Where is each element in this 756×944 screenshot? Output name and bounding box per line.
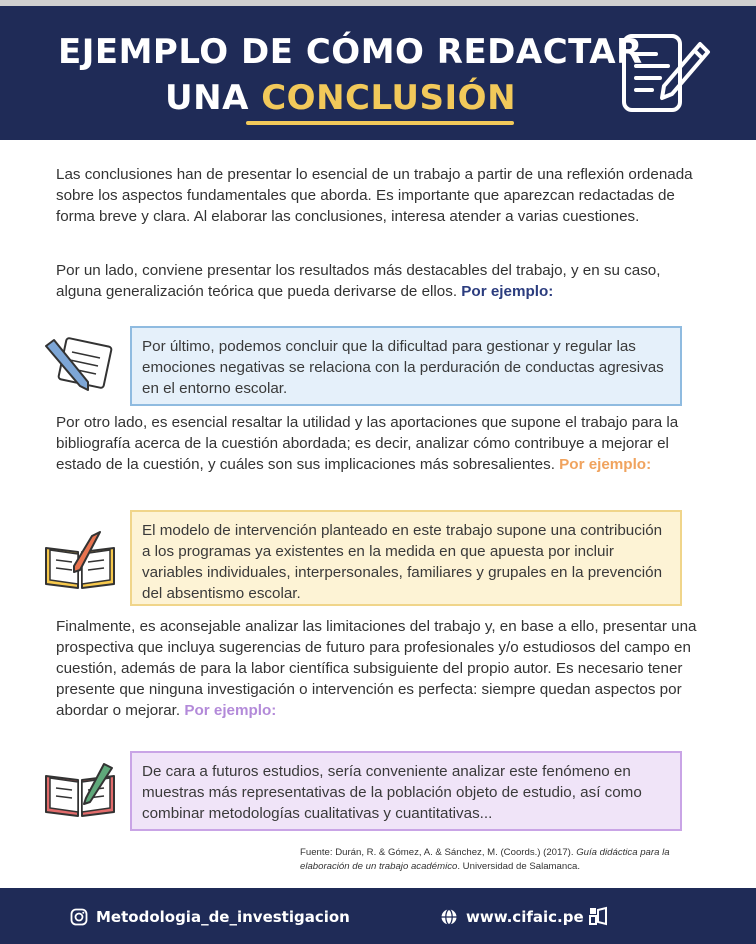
title-line-2 (165, 78, 516, 118)
title-accent: CONCLUSIÓN (261, 78, 517, 118)
open-book-pencil-icon (42, 530, 118, 592)
results-paragraph (56, 260, 696, 302)
example-box-blue: Por último, podemos concluir que la dificultad para gestionar y regular las emociones negativas se relaciona con la perduración de conductas agresivas en el entorno escolar. (130, 326, 682, 406)
limitations-text: Finalmente, es aconsejable analizar las limitaciones del trabajo y, en base a ello, presentar una prospectiva que incluya sugerencias de futuro para profesionales y/o estudiosos del campo en cuestión, además de para la labor científica subsiguiente del propio autor. Es necesario tener presente que ninguna investigación o intervención es perfecta: siempre quedan aspectos por abordar o mejorar. (56, 618, 697, 719)
notepad-pencil-icon (42, 336, 114, 392)
title-line-1: EJEMPLO DE CÓMO REDACTAR (58, 32, 643, 72)
source-suffix: . Universidad de Salamanca. (457, 861, 580, 872)
source-citation (300, 846, 700, 874)
instagram-handle[interactable] (70, 908, 350, 926)
top-strip (0, 0, 756, 6)
footer-bar (0, 888, 756, 944)
example-label-orange: Por ejemplo: (559, 456, 652, 473)
title-underline (246, 121, 514, 125)
results-text: Por un lado, conviene presentar los resultados más destacables del trabajo, y en su caso, alguna generalización teórica que pueda derivarse de ellos. (56, 262, 661, 300)
instagram-icon (70, 908, 88, 926)
instagram-label: Metodologia_de_investigacion (96, 908, 350, 926)
website-label: www.cifaic.pe (466, 908, 584, 926)
globe-icon (440, 908, 458, 926)
source-title: Guía didáctica para la elaboración de un trabajo académico (300, 847, 670, 872)
contributions-text: Por otro lado, es esencial resaltar la utilidad y las aportaciones que supone el trabajo para la bibliografía acerca de la cuestión abordada; es decir, analizar cómo contribuye a mejorar el estado de la cuestión, y cuáles son sus implicaciones más sobresalientes. (56, 414, 679, 473)
example-label-purple: Por ejemplo: (184, 702, 277, 719)
header-banner (0, 0, 756, 140)
brand-logo-icon (586, 904, 610, 928)
limitations-paragraph (56, 616, 706, 721)
title-line-2-plain: UNA (165, 78, 262, 118)
open-book-pen-icon (42, 762, 118, 820)
document-pen-icon (616, 28, 716, 118)
contributions-paragraph (56, 412, 696, 475)
example-label-blue: Por ejemplo: (461, 283, 554, 300)
example-box-yellow: El modelo de intervención planteado en este trabajo supone una contribución a los programas ya existentes en la medida en que apuesta por incluir variables individuales, interpersonales, familiares y grupales en la prevención del absentismo escolar. (130, 510, 682, 606)
website-link[interactable] (440, 908, 584, 926)
source-prefix: Fuente: Durán, R. & Gómez, A. & Sánchez, M. (Coords.) (2017). (300, 847, 574, 858)
example-box-purple: De cara a futuros estudios, sería conveniente analizar este fenómeno en muestras más representativas de la población objeto de estudio, así como combinar metodologías cualitativas y cuantitativas... (130, 751, 682, 831)
intro-paragraph: Las conclusiones han de presentar lo esencial de un trabajo a partir de una reflexión ordenada sobre los aspectos fundamentales que aborda. Es importante que aparezcan redactadas de forma breve y clara. Al elaborar las conclusiones, interesa atender a varias cuestiones. (56, 166, 693, 225)
